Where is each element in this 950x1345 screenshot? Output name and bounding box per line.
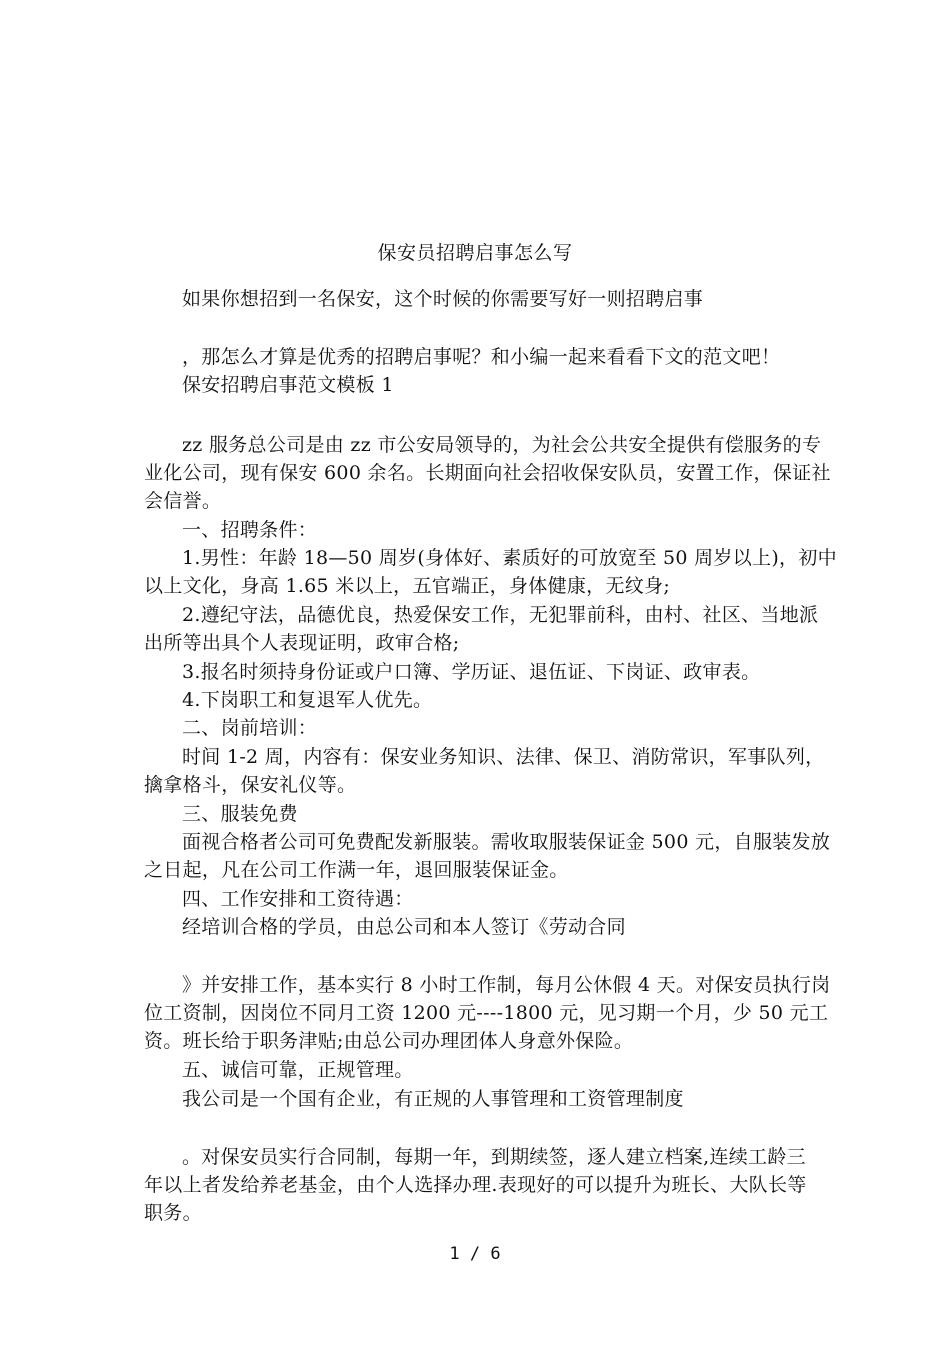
paragraph-line: 如果你想招到一名保安，这个时候的你需要写好一则招聘启事 <box>182 288 704 310</box>
paragraph-line: 》并安排工作，基本实行 8 小时工作制，每月公休假 4 天。对保安员执行岗 <box>182 974 831 996</box>
paragraph-line: 位工资制，因岗位不同月工资 1200 元----1800 元，见习期一个月，少 50 元工 <box>144 1002 829 1024</box>
paragraph-line: 我公司是一个国有企业，有正规的人事管理和工资管理制度 <box>182 1088 684 1110</box>
paragraph-line: 职务。 <box>144 1202 202 1224</box>
section-heading: 二、岗前培训： <box>182 717 318 739</box>
paragraph-line: 以上文化，身高 1.65 米以上，五官端正，身体健康，无纹身; <box>144 575 671 597</box>
page-number: 1 / 6 <box>449 1244 501 1264</box>
paragraph-line: 之日起，凡在公司工作满一年，退回服装保证金。 <box>144 859 569 881</box>
paragraph-line: 擒拿格斗，保安礼仪等。 <box>144 774 357 796</box>
paragraph-line: 经培训合格的学员，由总公司和本人签订《劳动合同 <box>182 916 626 938</box>
paragraph-line: 面视合格者公司可免费配发新服装。需收取服装保证金 500 元，自服装发放 <box>182 831 831 853</box>
paragraph-line: ，那怎么才算是优秀的招聘启事呢？和小编一起来看看下文的范文吧！ <box>182 346 781 368</box>
section-heading: 保安招聘启事范文模板 1 <box>182 374 394 396</box>
paragraph-line: 资。班长给于职务津贴;由总公司办理团体人身意外保险。 <box>144 1030 634 1052</box>
paragraph-line: 出所等出具个人表现证明，政审合格; <box>144 632 460 654</box>
paragraph-line: 会信誉。 <box>144 490 222 512</box>
paragraph-line: 4.下岗职工和复退军人优先。 <box>182 689 433 711</box>
section-heading: 五、诚信可靠，正规管理。 <box>182 1059 414 1081</box>
paragraph-line: 业化公司，现有保安 600 余名。长期面向社会招收保安队员，安置工作，保证社 <box>144 462 831 484</box>
paragraph-line: 年以上者发给养老基金，由个人选择办理.表现好的可以提升为班长、大队长等 <box>144 1174 807 1196</box>
paragraph-line: 。对保安员实行合同制，每期一年，到期续签，逐人建立档案,连续工龄三 <box>182 1146 806 1168</box>
section-heading: 一、招聘条件： <box>182 519 318 541</box>
section-heading: 三、服装免费 <box>182 803 298 825</box>
paragraph-line: zz 服务总公司是由 zz 市公安局领导的，为社会公共安全提供有偿服务的专 <box>182 434 822 456</box>
document-title: 保安员招聘启事怎么写 <box>377 242 573 264</box>
paragraph-line: 1.男性：年龄 18—50 周岁(身体好、素质好的可放宽至 50 周岁以上)，初中 <box>182 547 837 569</box>
paragraph-line: 2.遵纪守法，品德优良，热爱保安工作，无犯罪前科，由村、社区、当地派 <box>182 604 819 626</box>
paragraph-line: 时间 1-2 周，内容有：保安业务知识、法律、保卫、消防常识，军事队列， <box>182 746 825 768</box>
section-heading: 四、工作安排和工资待遇： <box>182 888 414 910</box>
paragraph-line: 3.报名时须持身份证或户口簿、学历证、退伍证、下岗证、政审表。 <box>182 661 761 683</box>
